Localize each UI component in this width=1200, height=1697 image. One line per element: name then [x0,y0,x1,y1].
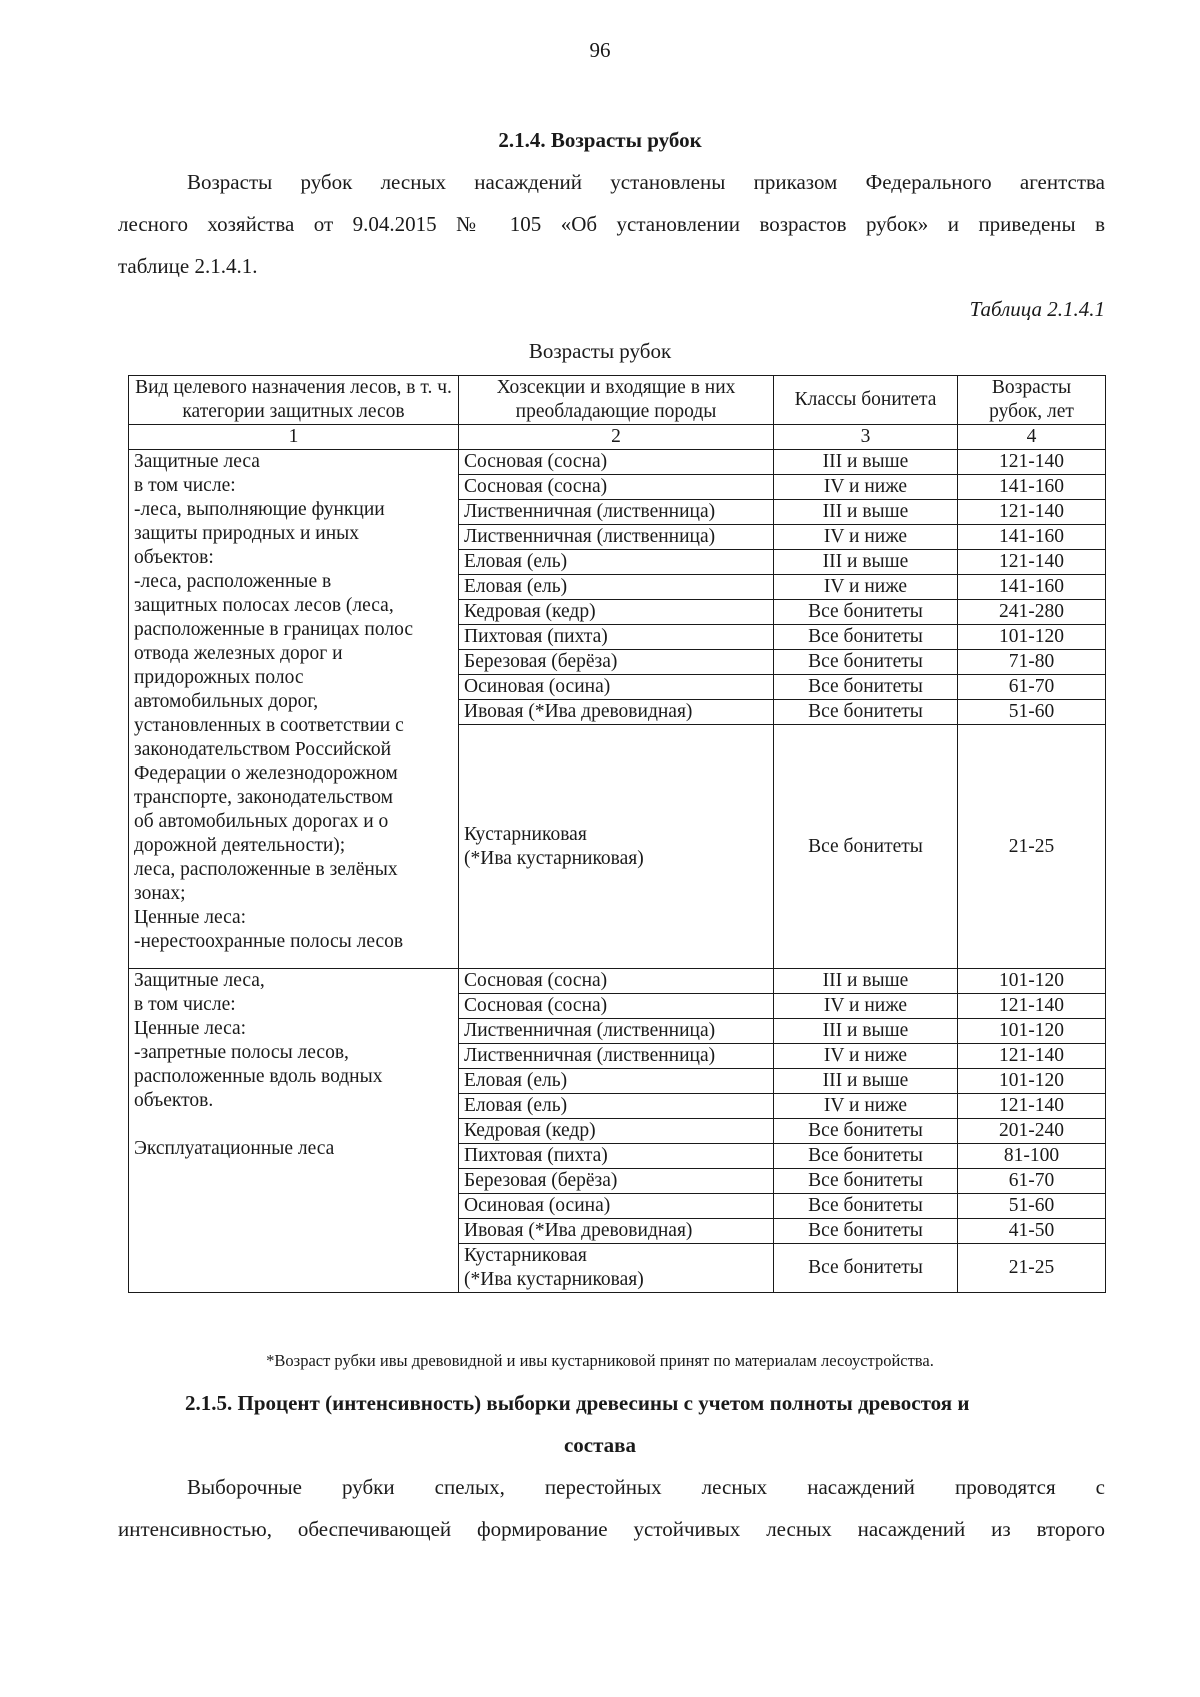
species-cell: Сосновая (сосна) [459,994,774,1019]
column-header: Вид целевого назначения лесов, в т. ч. категории защитных лесов [129,376,459,425]
species-cell: Березовая (берёза) [459,1169,774,1194]
bonitet-cell: Все бонитеты [774,700,958,725]
bonitet-cell: IV и ниже [774,575,958,600]
species-cell: Осиновая (осина) [459,1194,774,1219]
bonitet-cell: IV и ниже [774,1094,958,1119]
category-line: установленных в соответствии с [134,715,404,736]
category-line: Ценные леса: [134,1018,247,1039]
age-cell: 101-120 [958,969,1106,994]
category-cell [129,969,459,1293]
bonitet-cell: IV и ниже [774,1044,958,1069]
age-cell: 81-100 [958,1144,1106,1169]
age-cell: 71-80 [958,650,1106,675]
column-number: 2 [459,425,774,450]
species-cell [459,725,774,969]
species-cell: Еловая (ель) [459,1094,774,1119]
species-cell: Сосновая (сосна) [459,450,774,475]
species-cell: Ивовая (*Ива древовидная) [459,700,774,725]
age-cell: 121-140 [958,994,1106,1019]
bonitet-cell: III и выше [774,450,958,475]
age-cell: 41-50 [958,1219,1106,1244]
column-number: 4 [958,425,1106,450]
age-cell: 61-70 [958,675,1106,700]
age-cell: 61-70 [958,1169,1106,1194]
table-row [129,450,1106,475]
category-line [134,1113,453,1137]
age-cell: 121-140 [958,500,1106,525]
age-cell: 21-25 [958,725,1106,969]
table-caption: Таблица 2.1.4.1 [969,297,1105,321]
age-cell: 201-240 [958,1119,1106,1144]
species-cell: Лиственничная (лиственница) [459,525,774,550]
species-cell: Березовая (берёза) [459,650,774,675]
table-row [129,969,1106,994]
bonitet-cell: Все бонитеты [774,1194,958,1219]
category-line: -леса, выполняющие функции [134,499,385,520]
bonitet-cell: IV и ниже [774,525,958,550]
age-cell: 241-280 [958,600,1106,625]
species-line: Кустарниковая [464,1245,587,1266]
table-footnote: *Возраст рубки ивы древовидной и ивы кустарниковой принят по материалам лесоустройства. [266,1351,934,1370]
category-line: придорожных полос [134,667,304,688]
bonitet-cell: Все бонитеты [774,675,958,700]
bonitet-cell: Все бонитеты [774,725,958,969]
category-line: -запретные полосы лесов, [134,1042,349,1063]
bonitet-cell: Все бонитеты [774,625,958,650]
age-cell: 101-120 [958,1069,1106,1094]
age-cell: 141-160 [958,575,1106,600]
age-cell: 101-120 [958,1019,1106,1044]
column-number: 1 [129,425,459,450]
category-cell [129,450,459,969]
age-cell: 121-140 [958,1094,1106,1119]
table-title: Возрасты рубок [528,339,672,363]
bonitet-cell: III и выше [774,1019,958,1044]
category-line: леса, расположенные в зелёных [134,859,398,880]
category-line: Защитные леса, [134,970,265,991]
species-cell: Ивовая (*Ива древовидная) [459,1219,774,1244]
age-cell: 21-25 [958,1244,1106,1293]
species-cell: Кедровая (кедр) [459,600,774,625]
category-line: -нерестоохранные полосы лесов [134,931,404,952]
bonitet-cell: Все бонитеты [774,1169,958,1194]
category-line: законодательством Российской [134,739,392,760]
section-heading-line: состава [563,1433,637,1457]
paragraph-line: Выборочные рубки спелых, перестойных лесных насаждений проводятся с [187,1475,1105,1499]
species-cell: Осиновая (осина) [459,675,774,700]
paragraph-line: интенсивностью, обеспечивающей формирование устойчивых лесных насаждений из второго [118,1517,1105,1541]
bonitet-cell: III и выше [774,1069,958,1094]
section-heading-2-1-4: 2.1.4. Возрасты рубок [498,128,702,152]
age-cell: 121-140 [958,1044,1106,1069]
age-cell: 141-160 [958,475,1106,500]
section-heading-line: 2.1.5. Процент (интенсивность) выборки древесины с учетом полноты древостоя и [185,1391,970,1415]
species-cell: Сосновая (сосна) [459,969,774,994]
species-cell: Лиственничная (лиственница) [459,1019,774,1044]
category-line: расположенные вдоль водных [134,1066,383,1087]
species-line: Кустарниковая [464,823,587,845]
category-line: расположенные в границах полос [134,619,413,640]
category-line: Ценные леса: [134,907,247,928]
category-line: автомобильных дорог, [134,691,319,712]
bonitet-cell: Все бонитеты [774,1119,958,1144]
category-line: Федерации о железнодорожном [134,763,398,784]
age-cell: 51-60 [958,1194,1106,1219]
bonitet-cell: IV и ниже [774,994,958,1019]
category-line: -леса, расположенные в [134,571,332,592]
species-cell: Еловая (ель) [459,550,774,575]
bonitet-cell: III и выше [774,550,958,575]
page-number: 96 [589,38,611,62]
age-cell: 121-140 [958,550,1106,575]
category-line: объектов: [134,547,214,568]
species-cell: Еловая (ель) [459,575,774,600]
species-cell: Пихтовая (пихта) [459,625,774,650]
age-cell: 121-140 [958,450,1106,475]
category-line: дорожной деятельности); [134,835,346,856]
bonitet-cell: Все бонитеты [774,1144,958,1169]
category-line: Эксплуатационные леса [134,1138,335,1159]
table-header-row [129,376,1106,425]
category-line: защиты природных и иных [134,523,359,544]
category-line: об автомобильных дорогах и о [134,811,389,832]
bonitet-cell: Все бонитеты [774,1244,958,1293]
category-line: отвода железных дорог и [134,643,343,664]
category-line: Защитные леса [134,451,260,472]
species-cell: Еловая (ель) [459,1069,774,1094]
age-cell: 141-160 [958,525,1106,550]
species-cell: Сосновая (сосна) [459,475,774,500]
species-cell: Кедровая (кедр) [459,1119,774,1144]
category-line: транспорте, законодательством [134,787,393,808]
paragraph-line: Возрасты рубок лесных насаждений установлены приказом Федерального агентства [187,170,1105,194]
category-line: объектов. [134,1090,214,1111]
bonitet-cell: Все бонитеты [774,1219,958,1244]
column-header: Хозсекции и входящие в них преобладающие породы [459,376,774,425]
species-cell: Лиственничная (лиственница) [459,1044,774,1069]
column-header: Возрасты рубок, лет [958,376,1106,425]
bonitet-cell: III и выше [774,969,958,994]
bonitet-cell: III и выше [774,500,958,525]
category-line: зонах; [134,883,186,904]
paragraph-line: таблице 2.1.4.1. [118,254,258,278]
bonitet-cell: Все бонитеты [774,600,958,625]
paragraph-line: лесного хозяйства от 9.04.2015 № 105 «Об установлении возрастов рубок» и приведены в [118,212,1105,236]
cutting-age-table [128,375,1106,1293]
species-cell [459,1244,774,1293]
species-cell: Лиственничная (лиственница) [459,500,774,525]
species-cell: Пихтовая (пихта) [459,1144,774,1169]
category-line: защитных полосах лесов (леса, [134,595,394,616]
species-line: (*Ива кустарниковая) [464,1269,644,1290]
category-line: в том числе: [134,475,236,496]
species-line: (*Ива кустарниковая) [464,847,644,869]
age-cell: 101-120 [958,625,1106,650]
column-header: Классы бонитета [774,376,958,425]
category-line: в том числе: [134,994,236,1015]
column-number-row [129,425,1106,450]
age-cell: 51-60 [958,700,1106,725]
bonitet-cell: Все бонитеты [774,650,958,675]
bonitet-cell: IV и ниже [774,475,958,500]
column-number: 3 [774,425,958,450]
